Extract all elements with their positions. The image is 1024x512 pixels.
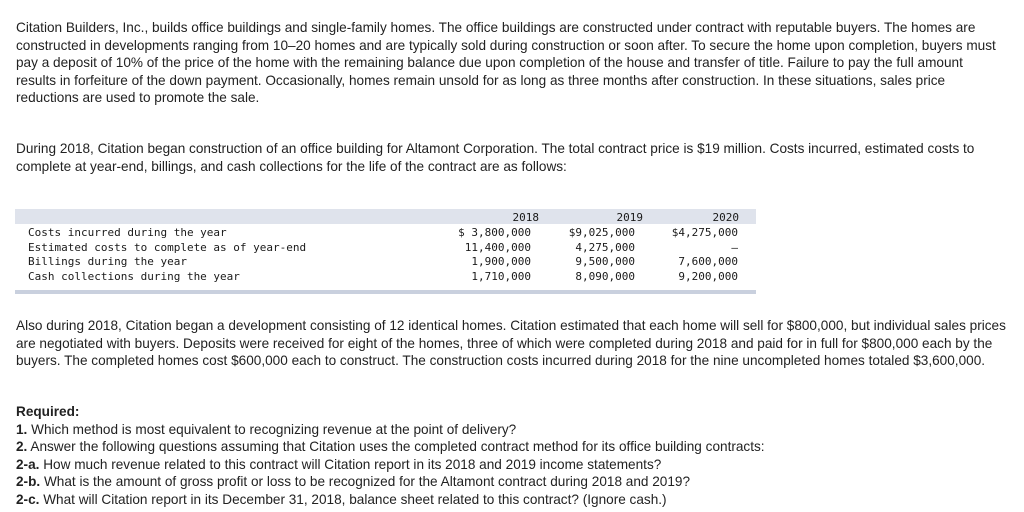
table-cell: $4,275,000 [671, 226, 738, 239]
table-cell: 1,900,000 [471, 255, 531, 268]
list-item [16, 421, 1006, 439]
column-header-2020: 2020 [712, 211, 739, 224]
row-label-cash-collections: Cash collections during the year [28, 269, 240, 283]
table-cell: $9,025,000 [568, 226, 635, 239]
list-item [16, 491, 1006, 509]
column-header-2018: 2018 [512, 211, 539, 224]
column-header-2019: 2019 [616, 211, 643, 224]
list-item [16, 438, 1006, 456]
list-item [16, 473, 1006, 491]
question-number: 2-b. [16, 474, 41, 490]
table-cell: — [731, 240, 738, 254]
table-cell: 9,200,000 [678, 269, 738, 283]
table-cell: 11,400,000 [464, 240, 531, 254]
table-cell: 9,500,000 [575, 255, 635, 268]
contract-table [15, 209, 756, 295]
question-number: 2-c. [16, 491, 40, 507]
question-text: What will Citation report in its December 31, 2018, balance sheet related to this contract? (Ignore cash.) [43, 491, 667, 507]
contract-paragraph: During 2018, Citation began construction of an office building for Altamont Corporation. The total contract price is $19 million. Costs incurred, estimated costs to complete at year-end, billings, and cash collections for the life of the contract are as follows: [16, 141, 975, 174]
question-text: How much revenue related to this contract will Citation report in its 2018 and 2019 income statements? [43, 456, 662, 472]
question-number: 2-a. [16, 456, 40, 472]
homes-paragraph: Also during 2018, Citation began a development consisting of 12 identical homes. Citation estimated that each home will sell for $800,000, but individual sales prices are negotiated with buyers. Deposits were received for eight of the homes, three of which were completed during 2018 and paid for in full for $800,000 each by the buyers. The completed homes cost $600,000 each to construct. The construction costs incurred during 2018 for the nine uncompleted homes totaled $3,600,000. [16, 318, 1006, 369]
question-text: Answer the following questions assuming that Citation uses the completed contract method for its office building contracts: [30, 439, 765, 455]
table-cell: $ 3,800,000 [458, 226, 531, 239]
list-item [16, 456, 1006, 474]
row-label-estimated-costs: Estimated costs to complete as of year-end [28, 240, 307, 254]
table-footer-bar [15, 290, 756, 294]
required-heading: Required: [16, 404, 80, 419]
table-cell: 8,090,000 [575, 269, 635, 283]
row-label-billings: Billings during the year [28, 255, 187, 268]
question-number: 2. [16, 439, 28, 455]
question-number: 1. [16, 421, 28, 437]
table-cell: 7,600,000 [678, 255, 738, 268]
row-label-costs-incurred: Costs incurred during the year [28, 226, 227, 239]
question-text: Which method is most equivalent to recognizing revenue at the point of delivery? [31, 421, 517, 437]
table-cell: 4,275,000 [575, 240, 635, 254]
table-cell: 1,710,000 [471, 269, 531, 283]
required-section [16, 403, 1006, 509]
intro-paragraph: Citation Builders, Inc., builds office buildings and single-family homes. The office buildings are constructed under contract with reputable buyers. The homes are constructed in developments ranging from 10–20 homes and are typically sold during construction or soon after. To secure the home upon completion, buyers must pay a deposit of 10% of the price of the home with the remaining balance due upon completion of the house and transfer of title. Failure to pay the full amount results in forfeiture of the down payment. Occasionally, homes remain unsold for as long as three months after construction. In these situations, sales price reductions are used to promote the sale. [16, 20, 996, 106]
question-text: What is the amount of gross profit or loss to be recognized for the Altamont contract during 2018 and 2019? [43, 474, 691, 490]
